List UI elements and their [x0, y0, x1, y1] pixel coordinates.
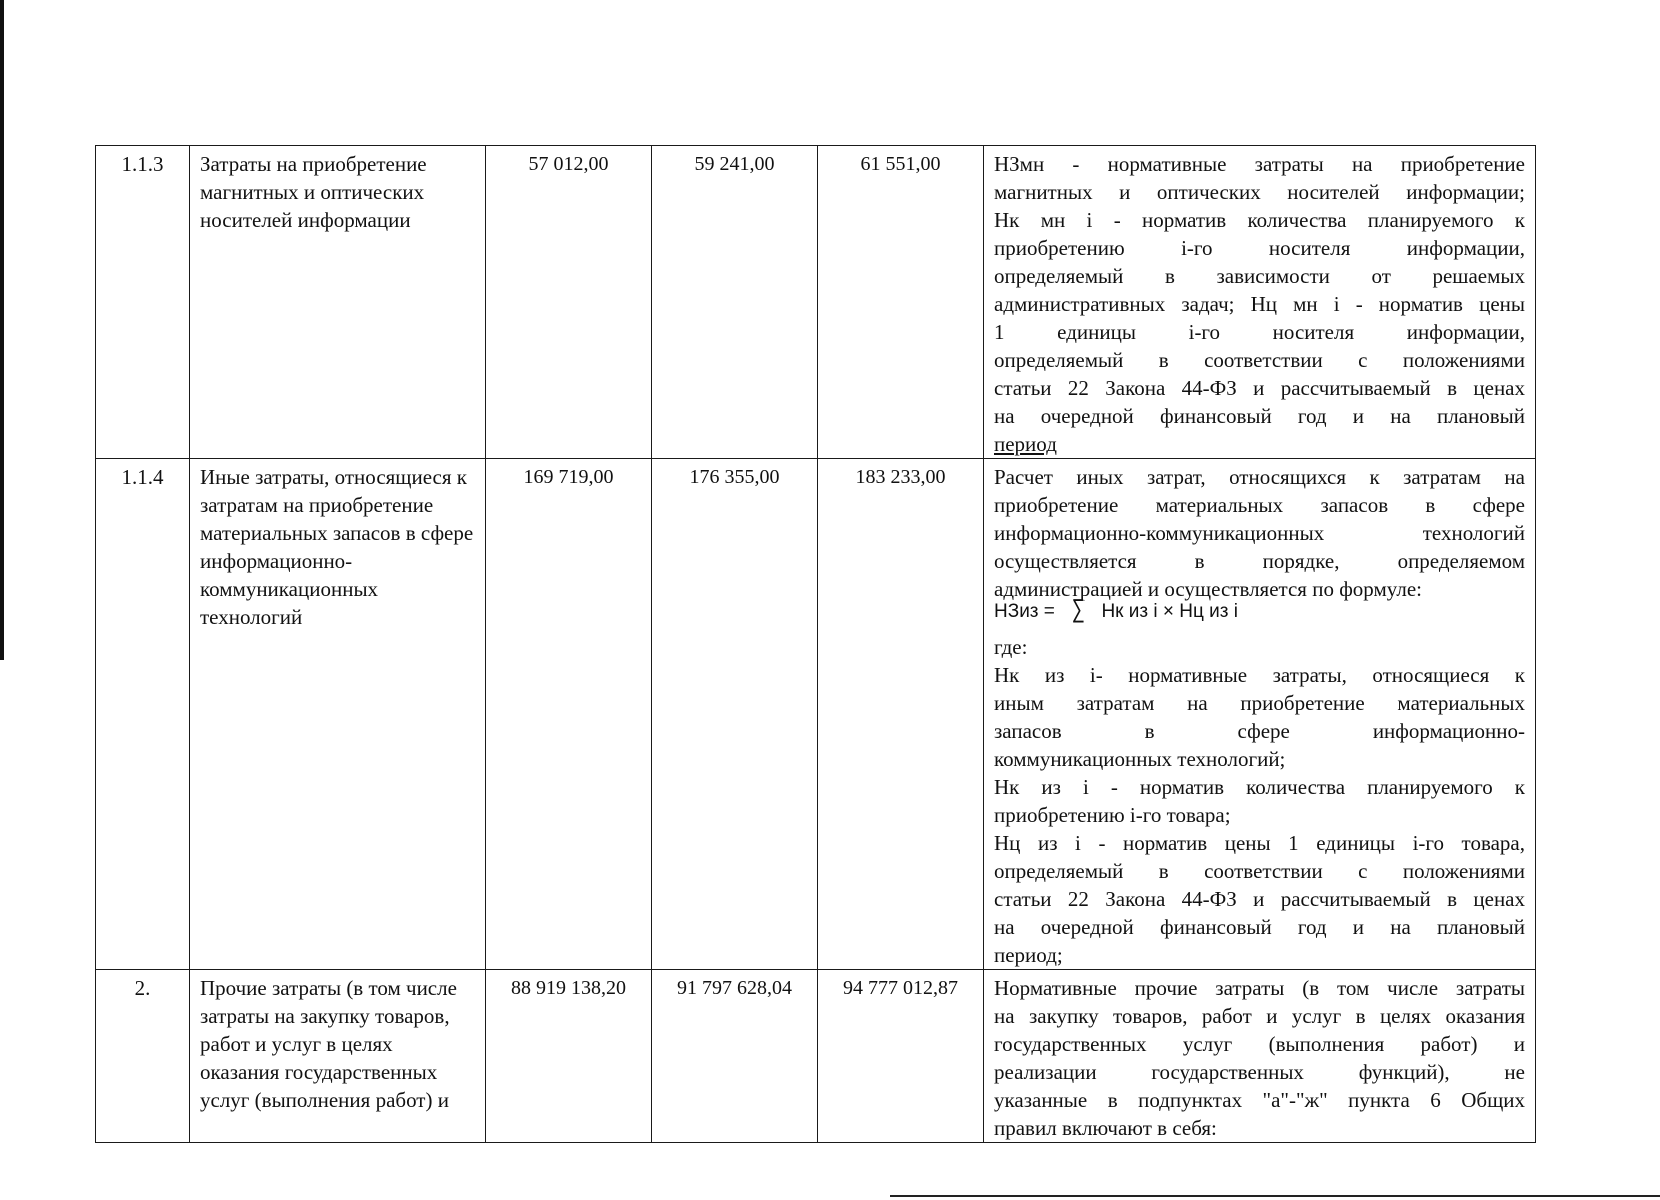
- desc-line: 1 единицы i-го носителя информации,: [994, 320, 1525, 344]
- desc-line: период;: [994, 943, 1063, 967]
- table-row: [96, 970, 1536, 1143]
- row-number: 1.1.4: [96, 459, 190, 970]
- desc-line: Нц из i - норматив цены 1 единицы i-го товара,: [994, 831, 1525, 855]
- amount-year-2: 176 355,00: [652, 459, 818, 970]
- row-description: [984, 459, 1536, 970]
- amount-year-1: 57 012,00: [486, 146, 652, 459]
- desc-line: определяемый в зависимости от решаемых: [994, 264, 1525, 288]
- row-number: 1.1.3: [96, 146, 190, 459]
- desc-line: Нормативные прочие затраты (в том числе затраты: [994, 976, 1525, 1000]
- desc-line: на закупку товаров, работ и услуг в целях оказания: [994, 1004, 1525, 1028]
- desc-line: на очередной финансовый год и на плановый: [994, 915, 1525, 939]
- desc-line: приобретение материальных запасов в сфере: [994, 493, 1525, 517]
- amount-year-2: 91 797 628,04: [652, 970, 818, 1143]
- cost-table: [95, 145, 1536, 1143]
- desc-line: период: [994, 432, 1057, 456]
- desc-line: административных задач; Нц мн i - норматив цены: [994, 292, 1525, 316]
- desc-line: осуществляется в порядке, определяемом: [994, 549, 1525, 573]
- table-row: [96, 146, 1536, 459]
- desc-line: статьи 22 Закона 44-ФЗ и рассчитываемый в ценах: [994, 887, 1525, 911]
- table-row: [96, 459, 1536, 970]
- desc-line: коммуникационных технологий;: [994, 747, 1286, 771]
- desc-line: Расчет иных затрат, относящихся к затратам на: [994, 465, 1525, 489]
- amount-year-1: 88 919 138,20: [486, 970, 652, 1143]
- amount-year-2: 59 241,00: [652, 146, 818, 459]
- desc-line: иным затратам на приобретение материальных: [994, 691, 1525, 715]
- row-name: Иные затраты, относящиеся к затратам на приобретение материальных запасов в сфере информационно-коммуникационных технологий: [190, 459, 486, 970]
- desc-line: определяемый в соответствии с положениями: [994, 348, 1525, 372]
- desc-line: статьи 22 Закона 44-ФЗ и рассчитываемый в ценах: [994, 376, 1525, 400]
- row-number: 2.: [96, 970, 190, 1143]
- desc-line: приобретению i-го носителя информации,: [994, 236, 1525, 260]
- desc-line: Нк мн i - норматив количества планируемого к: [994, 208, 1525, 232]
- desc-line: Нк из i - норматив количества планируемого к: [994, 775, 1525, 799]
- amount-year-1: 169 719,00: [486, 459, 652, 970]
- desc-line: Нк из i- нормативные затраты, относящиеся к: [994, 663, 1525, 687]
- sum-symbol: ∑: [1071, 593, 1085, 623]
- formula-rhs: Нк из i × Нц из i: [1101, 601, 1238, 622]
- desc-line: магнитных и оптических носителей информации;: [994, 180, 1525, 204]
- formula-lhs: НЗиз =: [994, 601, 1055, 622]
- desc-line: НЗмн - нормативные затраты на приобретение: [994, 152, 1525, 176]
- desc-line: приобретению i-го товара;: [994, 803, 1231, 827]
- row-name: Затраты на приобретение магнитных и оптических носителей информации: [190, 146, 486, 459]
- desc-line: запасов в сфере информационно-: [994, 719, 1525, 743]
- scan-edge-left: [0, 0, 4, 660]
- desc-line: указанные в подпунктах "а"-"ж" пункта 6 Общих: [994, 1088, 1525, 1112]
- row-description: [984, 146, 1536, 459]
- amount-year-3: 61 551,00: [818, 146, 984, 459]
- desc-line: государственных услуг (выполнения работ) и: [994, 1032, 1525, 1056]
- amount-year-3: 94 777 012,87: [818, 970, 984, 1143]
- desc-line: правил включают в себя:: [994, 1116, 1217, 1140]
- desc-line: администрацией и осуществляется по формуле:: [994, 577, 1422, 601]
- row-description: [984, 970, 1536, 1143]
- where-label: где:: [994, 635, 1028, 659]
- desc-line: на очередной финансовый год и на плановый: [994, 404, 1525, 428]
- desc-line: реализации государственных функций), не: [994, 1060, 1525, 1084]
- row-name: Прочие затраты (в том числе затраты на закупку товаров, работ и услуг в целях оказания государственных услуг (выполнения работ) и: [190, 970, 486, 1143]
- desc-line: информационно-коммуникационных технологий: [994, 521, 1525, 545]
- desc-line: определяемый в соответствии с положениями: [994, 859, 1525, 883]
- scan-edge-bottom: [890, 1195, 1660, 1197]
- amount-year-3: 183 233,00: [818, 459, 984, 970]
